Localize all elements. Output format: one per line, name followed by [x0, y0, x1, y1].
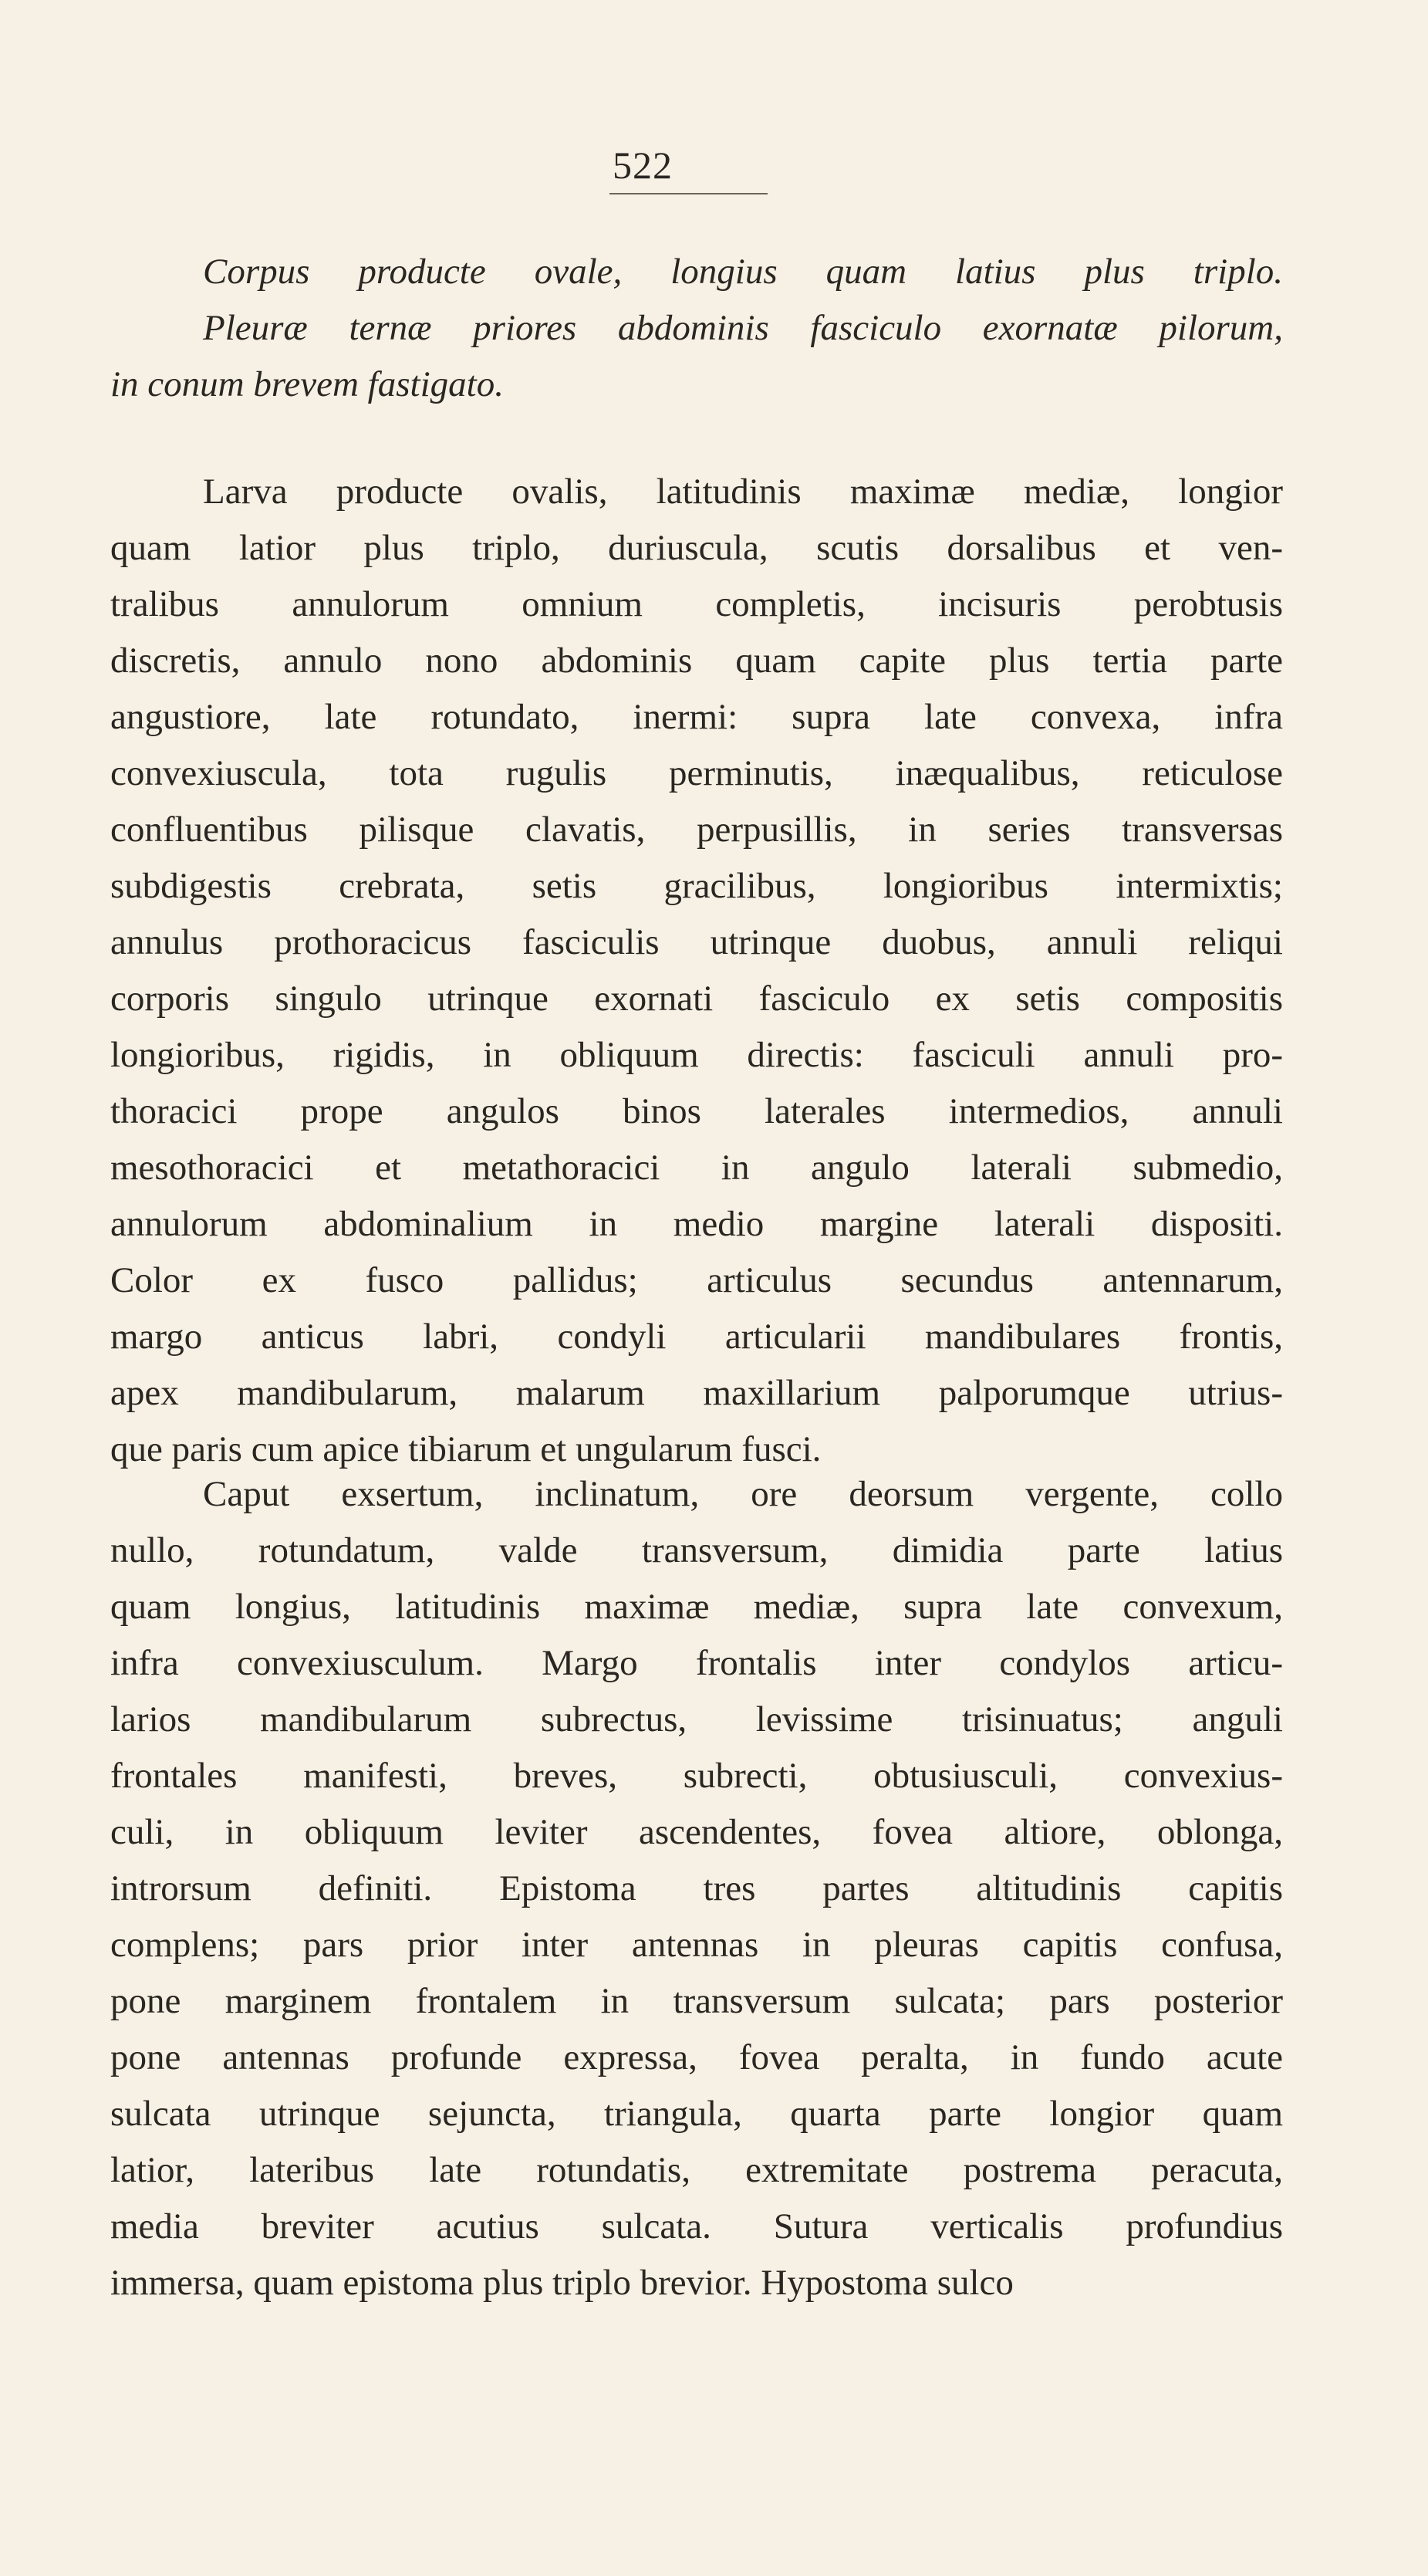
intro-line: in conum brevem fastigato.: [110, 364, 504, 404]
paragraph-line: Color ex fusco pallidus; articulus secundus antennarum,: [110, 1260, 1283, 1300]
paragraph-line: subdigestis crebrata, setis gracilibus, longioribus intermixtis;: [110, 866, 1283, 906]
paragraph-line: media breviter acutius sulcata. Sutura verticalis profundius: [110, 2206, 1283, 2246]
paragraph-line: mesothoracici et metathoracici in angulo laterali submedio,: [110, 1148, 1283, 1188]
paragraph-line: nullo, rotundatum, valde transversum, dimidia parte latius: [110, 1530, 1283, 1570]
paragraph-line: que paris cum apice tibiarum et ungularum fusci.: [110, 1429, 822, 1469]
paragraph-line: introrsum definiti. Epistoma tres partes altitudinis capitis: [110, 1868, 1283, 1908]
paragraph-line: Larva producte ovalis, latitudinis maximæ mediæ, longior: [203, 472, 1283, 512]
paragraph-line: thoracici prope angulos binos laterales intermedios, annuli: [110, 1091, 1283, 1131]
paragraph-line: angustiore, late rotundato, inermi: supra late convexa, infra: [110, 697, 1283, 737]
paragraph-larva: [110, 464, 1283, 1478]
paragraph-line: quam latior plus triplo, duriuscula, scutis dorsalibus et ven-: [110, 528, 1283, 568]
paragraph-line: sulcata utrinque sejuncta, triangula, quarta parte longior quam: [110, 2094, 1283, 2134]
paragraph-line: frontales manifesti, breves, subrecti, obtusiusculi, convexius-: [110, 1756, 1283, 1796]
paragraph-line: larios mandibularum subrectus, levissime trisinuatus; anguli: [110, 1699, 1283, 1739]
paragraph-line: complens; pars prior inter antennas in pleuras capitis confusa,: [110, 1925, 1283, 1965]
paragraph-line: immersa, quam epistoma plus triplo brevior. Hypostoma sulco: [110, 2263, 1014, 2303]
paragraph-line: infra convexiusculum. Margo frontalis inter condylos articu-: [110, 1643, 1283, 1683]
paragraph-line: convexiuscula, tota rugulis perminutis, inæqualibus, reticulose: [110, 753, 1283, 793]
paragraph-line: annulus prothoracicus fasciculis utrinque duobus, annuli reliqui: [110, 922, 1283, 962]
paragraph-line: annulorum abdominalium in medio margine laterali dispositi.: [110, 1204, 1283, 1244]
paragraph-caput: [110, 1466, 1283, 2311]
paragraph-line: confluentibus pilisque clavatis, perpusillis, in series transversas: [110, 810, 1283, 850]
paragraph-line: pone marginem frontalem in transversum sulcata; pars posterior: [110, 1981, 1283, 2021]
paragraph-line: longioribus, rigidis, in obliquum directis: fasciculi annuli pro-: [110, 1035, 1283, 1075]
paragraph-line: quam longius, latitudinis maximæ mediæ, supra late convexum,: [110, 1587, 1283, 1627]
intro-line: Corpus producte ovale, longius quam latius plus triplo.: [203, 252, 1283, 292]
intro-line: Pleuræ ternæ priores abdominis fasciculo exornatæ pilorum,: [203, 308, 1283, 348]
paragraph-line: culi, in obliquum leviter ascendentes, fovea altiore, oblonga,: [110, 1812, 1283, 1852]
paragraph-line: tralibus annulorum omnium completis, incisuris perobtusis: [110, 584, 1283, 624]
page-number: 522: [613, 144, 673, 187]
paragraph-line: pone antennas profunde expressa, fovea peralta, in fundo acute: [110, 2037, 1283, 2077]
paragraph-line: margo anticus labri, condyli articularii mandibulares frontis,: [110, 1317, 1283, 1357]
paragraph-line: corporis singulo utrinque exornati fasciculo ex setis compositis: [110, 979, 1283, 1019]
intro-italic-block: [110, 244, 1283, 413]
paragraph-line: latior, lateribus late rotundatis, extremitate postrema peracuta,: [110, 2150, 1283, 2190]
paragraph-line: Caput exsertum, inclinatum, ore deorsum vergente, collo: [203, 1474, 1283, 1514]
paragraph-line: apex mandibularum, malarum maxillarium palporumque utrius-: [110, 1373, 1283, 1413]
paragraph-line: discretis, annulo nono abdominis quam capite plus tertia parte: [110, 641, 1283, 681]
page-number-rule: [609, 193, 768, 194]
